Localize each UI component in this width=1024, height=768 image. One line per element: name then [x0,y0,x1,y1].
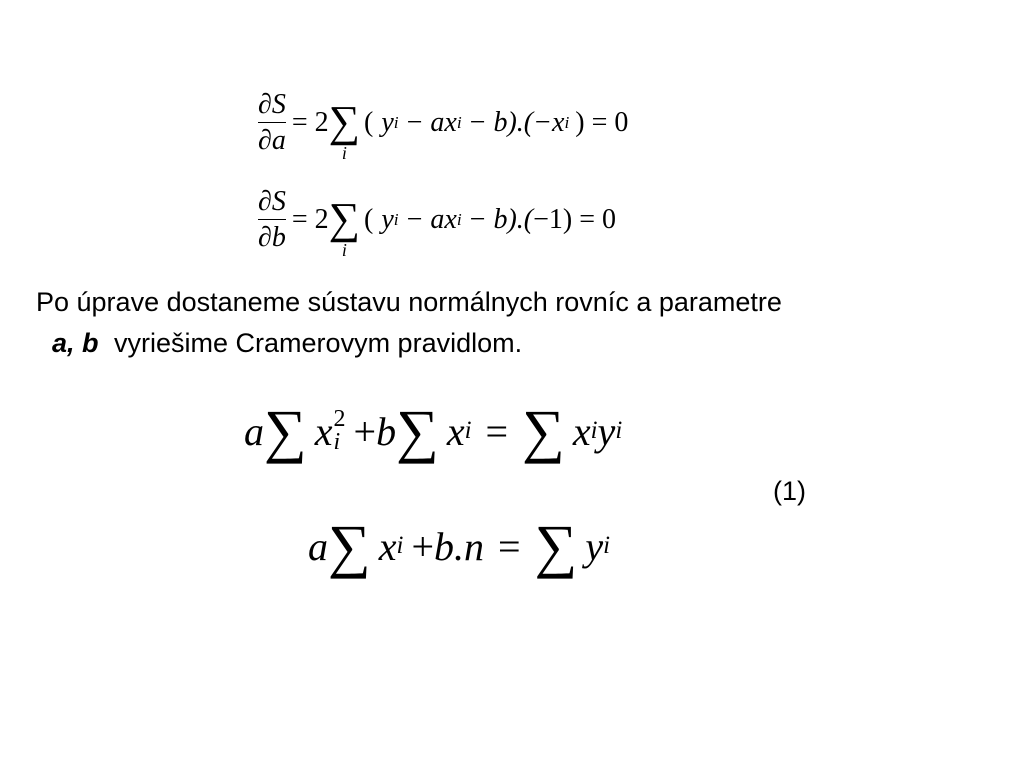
term-b: b).( [493,203,534,235]
term-y: y [381,106,394,138]
fraction-denominator: ∂b [258,222,286,254]
subscript-i: i [393,209,399,229]
term-ax: ax [430,203,457,235]
subscript-i: i [603,532,610,559]
sum-over-i [328,97,361,163]
equation-partial-b [258,181,616,259]
fraction-ds-da [258,90,286,156]
sum-index: i [341,239,347,260]
subscript-i: i [456,112,462,132]
term-x: x [378,523,397,569]
paragraph-line-2 [36,323,1006,364]
sum-symbol: ∑ [534,513,578,579]
coef-a: a [308,523,328,569]
equation-partial-a [258,84,628,162]
sum-index: i [341,142,347,163]
fraction-bar [258,219,286,220]
plus-sign: + [411,523,434,569]
term-b: b).( [493,106,534,138]
superscript-subscript [334,408,346,454]
subscript-i: i [564,112,570,132]
subscript-i: i [456,209,462,229]
normal-equation-2 [308,513,610,579]
plus-sign: + [353,408,377,454]
equation-number: (1) [773,476,806,506]
term-y: y [585,523,604,569]
subscript-i: i [615,417,623,444]
sum-symbol: ∑ [396,398,439,464]
fraction-bar [258,122,286,123]
open-paren: ( [364,106,374,138]
subscript-i: i [333,429,341,455]
term-bn: b.n [434,523,484,569]
equals-two: = 2 [291,203,329,235]
paragraph-line-1: Po úprave dostaneme sústavu normálnych rovníc a parametre [36,287,782,317]
normal-equation-1 [244,398,623,464]
minus-sign: − [469,203,486,235]
sum-symbol: ∑ [328,97,361,146]
close-equals-zero: ) = 0 [575,106,629,138]
term-y: y [597,408,616,454]
term-x: x [446,408,465,454]
term-x: x [314,408,333,454]
minus-sign: − [469,106,486,138]
term-ax: ax [430,106,457,138]
sum-symbol: ∑ [328,194,361,243]
term-x: x [572,408,591,454]
sum-over-i [328,194,361,260]
fraction-ds-db [258,187,286,253]
fraction-numerator: ∂S [258,88,286,120]
minus-sign: − [406,106,423,138]
sum-symbol: ∑ [522,398,565,464]
equals-sign: = [498,523,521,569]
coef-b: b [376,408,397,454]
subscript-i: i [464,417,472,444]
parameters-ab: a, b [52,328,99,358]
factor-neg-one-equals-zero: −1) = 0 [533,203,617,235]
subscript-i: i [590,417,598,444]
fraction-denominator: ∂a [258,125,286,157]
fraction-numerator: ∂S [258,185,286,217]
paragraph-line-2-rest: vyriešime Cramerovym pravidlom. [114,328,523,358]
open-paren: ( [364,203,374,235]
coef-a: a [244,408,264,454]
superscript-2: 2 [333,406,346,433]
body-paragraph [36,282,1006,364]
term-y: y [381,203,394,235]
equals-two: = 2 [291,106,329,138]
term-neg-x: −x [533,106,565,138]
minus-sign: − [406,203,423,235]
sum-symbol: ∑ [328,513,371,579]
sum-symbol: ∑ [264,398,307,464]
subscript-i: i [393,112,399,132]
subscript-i: i [396,532,404,559]
equals-sign: = [485,408,509,454]
